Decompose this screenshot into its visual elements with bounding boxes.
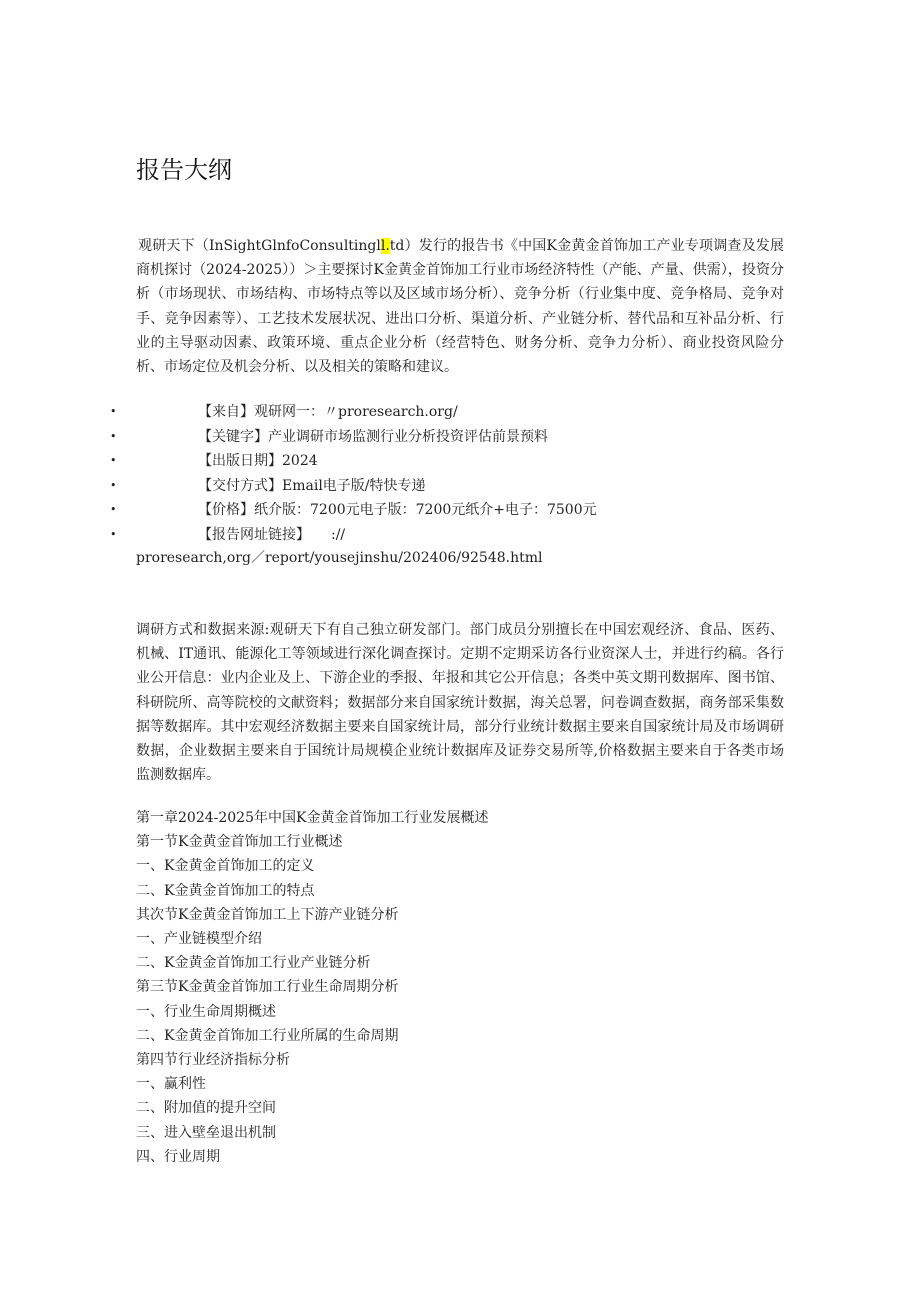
- methodology-paragraph: 调研方式和数据来源:观研天下有自己独立研发部门。部门成员分别擅长在中国宏观经济、食品、医药、机械、IT通讯、能源化工等领域进行深化调查探讨。定期不定期采访各行业资深人士，并进行约稿。各行业公开信息：业内企业及上、下游企业的季报、年报和其它公开信息；各类中英文期刊数据库、图书馆、科研院所、高等院校的文献资料；数据部分来自国家统计数据，海关总署，问卷调查数据，商务部采集数据等数据库。其中宏观经济数据主要来自国家统计局，部分行业统计数据主要来自国家统计局及市场调研数据，企业数据主要来自于国统计局规模企业统计数据库及证券交易所等,价格数据主要来自于各类市场监测数据库。: [136, 622, 784, 784]
- toc-item: 第一章2024-2025年中国K金黄金首饰加工行业发展概述: [136, 810, 489, 826]
- toc-item: 一、产业链模型介绍: [136, 931, 262, 948]
- highlighted-text: l.: [380, 238, 390, 254]
- publish-date-text: 【出版日期】2024: [198, 453, 318, 469]
- page-title: 报告大纲: [136, 156, 232, 184]
- toc-item: 第一节K金黄金首饰加工行业概述: [136, 834, 343, 851]
- toc-item: 二、K金黄金首饰加工的特点: [136, 882, 315, 899]
- toc-item: 二、K金黄金首饰加工行业所属的生命周期: [136, 1027, 399, 1044]
- report-link-label: 【报告网址链接】 ://: [198, 526, 346, 543]
- toc-item: 一、行业生命周期概述: [136, 1003, 276, 1020]
- report-link-url: proresearch,org／report/yousejinshu/202406/92548.html: [136, 550, 543, 566]
- table-of-contents: [136, 806, 488, 1169]
- toc-item: 一、K金黄金首饰加工的定义: [136, 858, 315, 875]
- price-text: 【价格】纸介版：7200元电子版：7200元纸介+电子：7500元: [198, 502, 597, 518]
- toc-item: 三、进入壁垒退出机制: [136, 1124, 276, 1141]
- toc-item: 第三节K金黄金首饰加工行业生命周期分析: [136, 979, 399, 996]
- toc-item: 其次节K金黄金首饰加工上下游产业链分析: [136, 906, 399, 923]
- source-text: 【来自】观研网一：〃proresearch.org/: [198, 404, 458, 420]
- delivery-text: 【交付方式】Email电子版/特快专递: [198, 477, 426, 494]
- bullet-icon: •: [110, 527, 117, 541]
- toc-item: 第四节行业经济指标分析: [136, 1052, 290, 1069]
- toc-item: 二、K金黄金首饰加工行业产业链分析: [136, 955, 371, 972]
- bullet-icon: •: [110, 429, 117, 443]
- keywords-text: 【关键字】产业调研市场监测行业分析投资评估前景预料: [198, 428, 548, 445]
- bullet-icon: •: [110, 405, 117, 418]
- bullet-icon: •: [110, 478, 117, 492]
- intro-text-start: 观研天下（InSightGlnfoConsultingl: [138, 238, 381, 254]
- toc-item: 一、赢利性: [136, 1076, 206, 1093]
- toc-item: 二、附加值的提升空间: [136, 1100, 276, 1117]
- bullet-icon: •: [110, 454, 117, 467]
- bullet-icon: •: [110, 503, 117, 516]
- intro-text-end: td）发行的报告书《中国K金黄金首饰加工产业专项调查及发展商机探讨（2024-2025））＞主要探讨K金黄金首饰加工行业市场经济特性（产能、产量、供需），投资分析（市场现状、市场结构、市场特点等以及区域市场分析）、竞争分析（行业集中度、竞争格局、竞争对手、竞争因素等）、工艺技术发展状况、进出口分析、渠道分析、产业链分析、替代品和互补品分析、行业的主导驱动因素、政策环境、重点企业分析（经营特色、财务分析、竞争力分析）、商业投资风险分析、市场定位及机会分析、以及相关的策略和建议。: [136, 238, 784, 376]
- toc-item: 四、行业周期: [136, 1148, 220, 1165]
- intro-paragraph: [136, 234, 784, 379]
